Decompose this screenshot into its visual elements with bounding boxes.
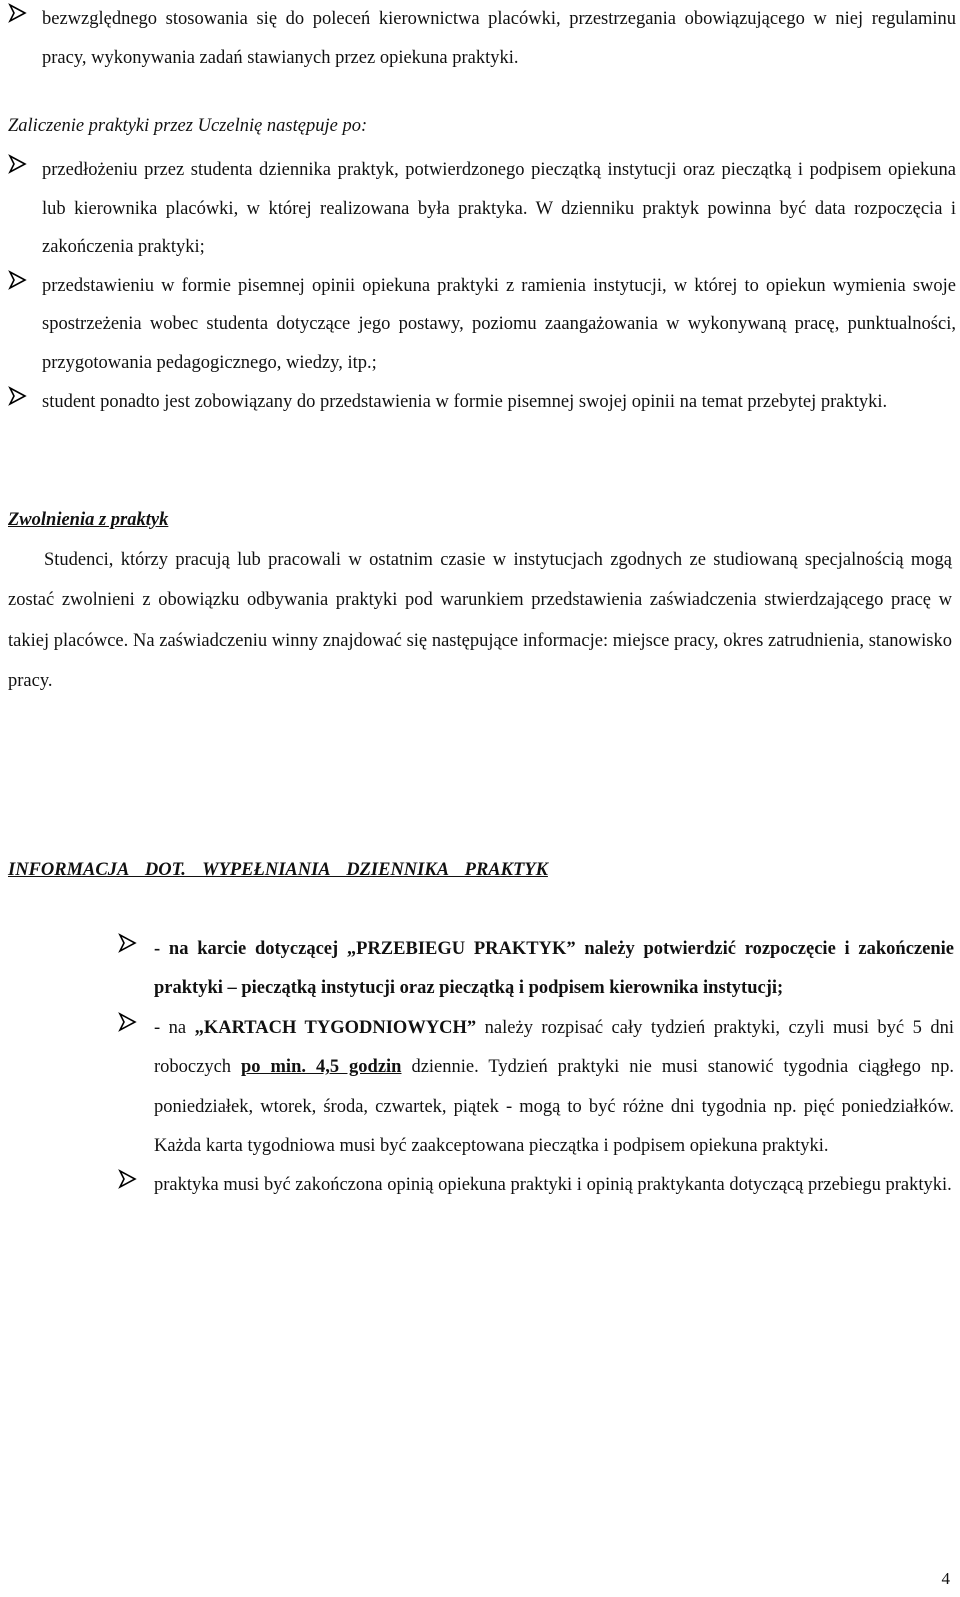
exemptions-paragraph: Studenci, którzy pracują lub pracowali w ostatnim czasie w instytucjach zgodnych ze studiowaną specjalnością mogą zostać zwolnieni z obowiązku odbywania praktyki pod warunkiem przedstawienia zaświadczenia stwierdzającego pracę w takiej placówce. Na zaświadczeniu winny znajdować się następujące informacje: miejsce pracy, okres zatrudnienia, stanowisko pracy. <box>8 550 952 691</box>
diary-instructions-list <box>118 930 954 1206</box>
arrowhead-bullet-icon <box>8 153 28 175</box>
min-hours-term: po min. 4,5 godzin <box>241 1057 402 1078</box>
weekly-cards-term: „KARTACH TYGODNIOWYCH” <box>194 1017 477 1038</box>
list-item <box>118 1009 954 1167</box>
arrowhead-bullet-icon <box>8 2 28 24</box>
list-item-text: bezwzględnego stosowania się do poleceń kierownictwa placówki, przestrzegania obowiązującego w niej regulaminu pracy, wykonywania zadań stawianych przez opiekuna praktyki. <box>42 9 956 68</box>
list-item-text: - na karcie dotyczącej „PRZEBIEGU PRAKTYK” należy potwierdzić rozpoczęcie i zakończenie praktyki – pieczątką instytucji oraz pieczątką i podpisem kierownika instytucji; <box>154 939 954 999</box>
list-item <box>118 1166 954 1205</box>
list-item <box>8 267 956 383</box>
page-number: 4 <box>941 1569 950 1588</box>
arrowhead-bullet-icon <box>8 385 28 407</box>
text-segment: - na <box>154 1017 195 1038</box>
text-segment: należy rozpisać cały tydzień praktyki, czyli musi być 5 dni roboczych <box>154 1017 954 1078</box>
arrowhead-bullet-icon <box>8 269 28 291</box>
list-item-text: przedstawieniu w formie pisemnej opinii opiekuna praktyki z ramienia instytucji, w której to opiekun wymienia swoje spostrzeżenia wobec studenta dotyczące jego postawy, poziomu zaangażowania w wykonywaną pracę, punktualności, przygotowania pedagogicznego, wiedzy, itp.; <box>42 275 956 373</box>
diary-info-heading: INFORMACJA DOT. WYPEŁNIANIA DZIENNIKA PRAKTYK <box>8 860 548 880</box>
list-item <box>8 0 956 77</box>
arrowhead-bullet-icon <box>118 1168 138 1190</box>
list-item-text: praktyka musi być zakończona opinią opiekuna praktyki i opinią praktykanta dotyczącą przebiegu praktyki. <box>154 1175 952 1196</box>
arrowhead-bullet-icon <box>118 932 138 954</box>
list-item-text <box>154 1009 954 1167</box>
list-item-text: przedłożeniu przez studenta dziennika praktyk, potwierdzonego pieczątką instytucji oraz pieczątką i podpisem opiekuna lub kierownika placówki, w której realizowana była praktyka. W dzienniku praktyk powinna być data rozpoczęcia i zakończenia praktyki; <box>42 160 956 258</box>
list-item-text: student ponadto jest zobowiązany do przedstawienia w formie pisemnej swojej opinii na temat przebytej praktyki. <box>42 391 888 412</box>
text-segment: dziennie. Tydzień praktyki nie musi stanowić tygodnia ciągłego np. poniedziałek, wtorek, środa, czwartek, piątek - mogą to być różne dni tygodnia np. pięć poniedziałków. Każda karta tygodniowa musi być zaakceptowana pieczątka i podpisem opiekuna praktyki. <box>154 1057 954 1157</box>
obligations-list <box>8 0 956 77</box>
list-item <box>8 383 956 422</box>
list-item <box>8 151 956 267</box>
completion-conditions-list <box>8 151 956 421</box>
arrowhead-bullet-icon <box>118 1011 138 1033</box>
completion-heading: Zaliczenie praktyki przez Uczelnię następuje po: <box>8 116 368 136</box>
exemptions-heading: Zwolnienia z praktyk <box>8 510 169 530</box>
list-item <box>118 930 954 1009</box>
